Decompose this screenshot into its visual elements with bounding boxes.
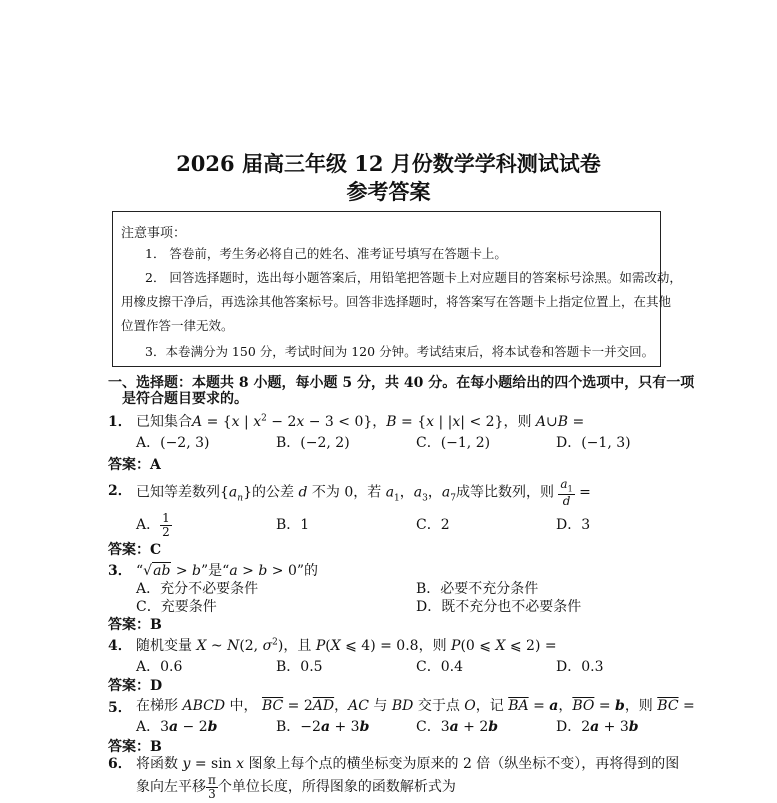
- question-number: 1．: [108, 414, 132, 430]
- option-d: D．(−1, 3): [556, 435, 631, 451]
- question-stem: 在梯形 ABCD 中， $\overline{BC} = 2\overline{AD}$，AC 与 BD 交于点 O，记 $\overline{BA} = a$，$\overline{BO} = b$，则 $\overline{BC}$ =: [136, 698, 695, 714]
- option-b: B．(−2, 2): [276, 435, 350, 451]
- question-stem: “√ab > b”是“a > b > 0”的: [136, 563, 319, 579]
- option-c: C．3a + 2b: [416, 719, 499, 735]
- question-stem: 已知集合A = {x | $x^2 - 2x - 3 < 0$}，B = {x | |x| < 2}，则 A∪B =: [136, 413, 585, 430]
- page-subtitle: 参考答案: [346, 179, 431, 204]
- notice-item-1: 1． 答卷前，考生务必将自己的姓名、准考证号填写在答题卡上。: [145, 246, 507, 261]
- answer-label: 答案：B: [108, 739, 162, 755]
- option-c: C．0.4: [416, 659, 463, 675]
- question-stem-line-2: 象向左平移 $\frac{\pi}{3}$ 个单位长度，所得图象的函数解析式为: [136, 773, 456, 801]
- notice-box: [112, 211, 682, 367]
- option-c: C．充要条件: [136, 599, 217, 615]
- option-b: B．1: [276, 517, 310, 533]
- option-d: D．2a + 3b: [556, 719, 639, 735]
- option-d: D．3: [556, 517, 591, 533]
- answer-label: 答案：C: [108, 542, 162, 558]
- section-heading-line-1: 一、选择题：本题共 8 小题，每小题 5 分，共 40 分。在每小题给出的四个选项中，只有一项: [108, 375, 695, 391]
- question-number: 2．: [108, 483, 132, 499]
- option-a: A．充分不必要条件: [136, 581, 259, 597]
- page-title: 2026 届高三年级 12 月份数学学科测试试卷: [176, 151, 601, 176]
- option-d: D．既不充分也不必要条件: [416, 599, 582, 615]
- notice-item-3: 3．本卷满分为 150 分，考试时间为 120 分钟。考试结束后，将本试卷和答题卡一并交回。: [145, 344, 655, 359]
- option-b: B．必要不充分条件: [416, 581, 539, 597]
- question-number: 4．: [108, 638, 132, 654]
- notice-item-2-line-2: 用橡皮擦干净后，再选涂其他答案标号。回答非选择题时，将答案写在答题卡上指定位置上，在其他: [121, 294, 672, 309]
- answer-label: 答案：B: [108, 617, 162, 633]
- question-stem-line-1: 将函数 y = sin x 图象上每个点的横坐标变为原来的 2 倍（纵坐标不变），再将得到的图: [136, 756, 680, 772]
- option-c: C．(−1, 2): [416, 435, 491, 451]
- option-b: B．0.5: [276, 659, 323, 675]
- option-b: B．−2a + 3b: [276, 719, 370, 735]
- option-c: C．2: [416, 517, 450, 533]
- notice-item-2-line-1: 2． 回答选择题时，选出每小题答案后，用铅笔把答题卡上对应题目的答案标号涂黑。如需改动，: [145, 270, 682, 285]
- question-stem: 已知等差数列$\{a_n\}$的公差 d 不为 0，若 $a_1$，$a_3$，$a_7$成等比数列，则 $\frac{a_1}{d}$ =: [136, 477, 591, 508]
- question-number: 6．: [108, 756, 132, 772]
- option-a: A．3a − 2b: [136, 719, 218, 735]
- option-a: A．0.6: [136, 659, 183, 675]
- answer-label: 答案：A: [108, 457, 161, 473]
- notice-item-2-line-3: 位置作答一律无效。: [121, 318, 234, 333]
- section-heading-line-2: 是符合题目要求的。: [122, 391, 248, 407]
- question-number: 3．: [108, 563, 132, 579]
- question-stem: 随机变量 X ~ N(2, $\sigma^2$)，且 P(X ⩽ 4) = 0.8，则 P(0 ⩽ X ⩽ 2) =: [136, 637, 557, 654]
- answer-label: 答案：D: [108, 678, 163, 694]
- question-number: 5．: [108, 700, 132, 716]
- option-a: A．(−2, 3): [136, 435, 210, 451]
- option-a: A． $\frac{1}{2}$: [136, 511, 170, 539]
- notice-heading: 注意事项：: [121, 226, 187, 241]
- option-d: D．0.3: [556, 659, 604, 675]
